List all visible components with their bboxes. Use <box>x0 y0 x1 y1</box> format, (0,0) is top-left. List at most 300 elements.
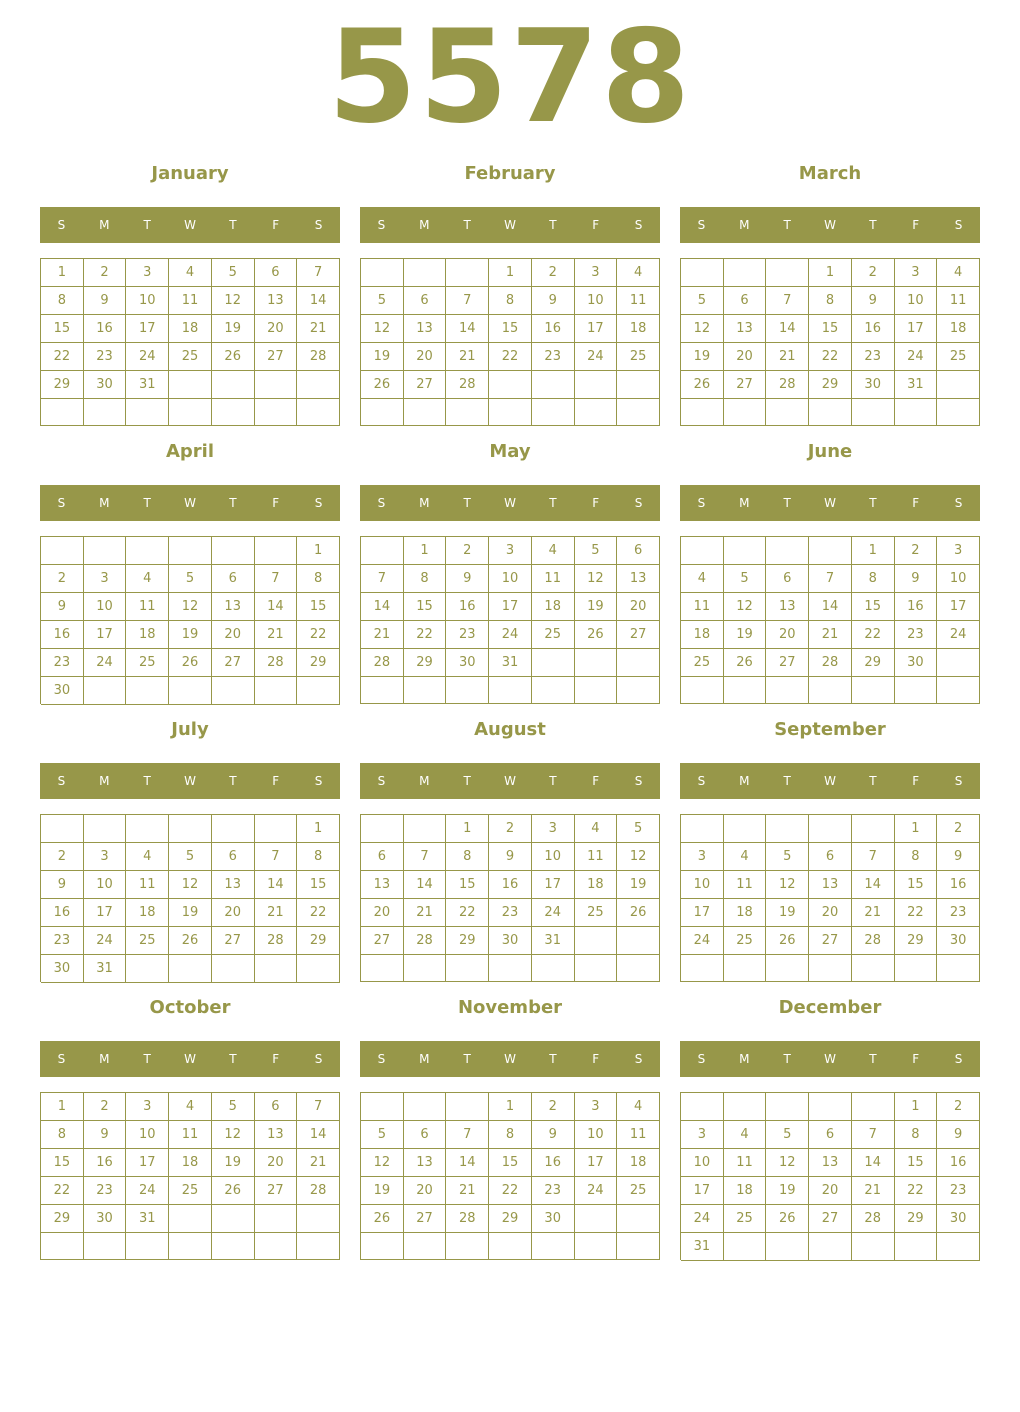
day-cell: 28 <box>255 649 298 677</box>
day-cell: 15 <box>297 871 340 899</box>
day-cell: 15 <box>446 871 489 899</box>
day-cell: 21 <box>766 343 809 371</box>
day-cell: 19 <box>361 343 404 371</box>
day-cell: 16 <box>446 593 489 621</box>
weekday-label: T <box>869 218 877 232</box>
empty-day-cell <box>489 1233 532 1260</box>
weekday-label: T <box>783 218 791 232</box>
day-cell: 4 <box>126 565 169 593</box>
empty-day-cell <box>895 1233 938 1261</box>
day-cell: 14 <box>255 871 298 899</box>
empty-day-cell <box>724 955 767 982</box>
weekday-label: T <box>783 496 791 510</box>
day-cell: 17 <box>532 871 575 899</box>
day-cell: 13 <box>212 593 255 621</box>
day-cell: 24 <box>575 1177 618 1205</box>
day-cell: 14 <box>852 1149 895 1177</box>
weekday-label: S <box>954 218 963 232</box>
day-cell: 26 <box>724 649 767 677</box>
empty-day-cell <box>617 955 660 982</box>
weekday-label: W <box>184 774 196 788</box>
empty-day-cell <box>212 815 255 843</box>
day-cell: 23 <box>446 621 489 649</box>
day-cell: 2 <box>532 1093 575 1121</box>
empty-day-cell <box>681 1093 724 1121</box>
day-cell: 15 <box>809 315 852 343</box>
day-cell: 1 <box>404 537 447 565</box>
empty-day-cell <box>489 399 532 426</box>
day-cell: 6 <box>212 843 255 871</box>
day-cell: 14 <box>852 871 895 899</box>
day-cell: 9 <box>489 843 532 871</box>
day-cell: 13 <box>724 315 767 343</box>
month-march <box>680 158 980 428</box>
day-cell: 27 <box>766 649 809 677</box>
empty-day-cell <box>84 399 127 426</box>
day-grid <box>680 1092 980 1260</box>
day-cell: 6 <box>404 287 447 315</box>
day-cell: 8 <box>852 565 895 593</box>
weekday-label: S <box>954 774 963 788</box>
day-cell: 18 <box>126 899 169 927</box>
day-cell: 5 <box>212 1093 255 1121</box>
empty-day-cell <box>937 371 980 399</box>
day-cell: 12 <box>361 1149 404 1177</box>
empty-day-cell <box>809 537 852 565</box>
weekday-label: F <box>272 218 280 232</box>
empty-day-cell <box>446 1233 489 1260</box>
weekday-header <box>40 1041 340 1077</box>
day-cell: 10 <box>681 1149 724 1177</box>
weekday-label: W <box>504 1052 516 1066</box>
empty-day-cell <box>809 399 852 426</box>
empty-day-cell <box>126 815 169 843</box>
weekday-label: S <box>377 774 386 788</box>
day-cell: 24 <box>84 927 127 955</box>
day-cell: 29 <box>446 927 489 955</box>
weekday-label: S <box>57 774 66 788</box>
day-cell: 6 <box>724 287 767 315</box>
empty-day-cell <box>617 677 660 704</box>
day-cell: 6 <box>361 843 404 871</box>
weekday-label: S <box>634 218 643 232</box>
day-cell: 5 <box>361 287 404 315</box>
empty-day-cell <box>809 1093 852 1121</box>
day-cell: 18 <box>937 315 980 343</box>
day-cell: 3 <box>126 1093 169 1121</box>
day-cell: 16 <box>84 315 127 343</box>
day-cell: 2 <box>41 565 84 593</box>
weekday-label: W <box>504 774 516 788</box>
weekday-label: F <box>592 218 600 232</box>
day-cell: 6 <box>617 537 660 565</box>
day-cell: 31 <box>681 1233 724 1261</box>
empty-day-cell <box>84 1233 127 1260</box>
day-cell: 6 <box>809 1121 852 1149</box>
empty-day-cell <box>766 1233 809 1261</box>
weekday-label: F <box>912 218 920 232</box>
empty-day-cell <box>255 1233 298 1260</box>
day-cell: 13 <box>766 593 809 621</box>
weekday-label: S <box>634 496 643 510</box>
day-cell: 26 <box>766 1205 809 1233</box>
day-cell: 4 <box>169 259 212 287</box>
empty-day-cell <box>84 677 127 705</box>
day-cell: 19 <box>766 899 809 927</box>
day-cell: 20 <box>404 1177 447 1205</box>
day-cell: 2 <box>84 259 127 287</box>
day-cell: 31 <box>895 371 938 399</box>
day-cell: 15 <box>489 1149 532 1177</box>
weekday-header <box>680 763 980 799</box>
weekday-label: T <box>549 1052 557 1066</box>
month-june <box>680 436 980 706</box>
weekday-label: T <box>869 774 877 788</box>
day-cell: 6 <box>255 1093 298 1121</box>
empty-day-cell <box>766 815 809 843</box>
empty-day-cell <box>446 259 489 287</box>
day-cell: 27 <box>212 927 255 955</box>
month-name: March <box>798 163 862 184</box>
day-cell: 30 <box>446 649 489 677</box>
weekday-label: W <box>824 1052 836 1066</box>
month-name: August <box>474 719 546 740</box>
day-cell: 4 <box>937 259 980 287</box>
weekday-header <box>360 485 660 521</box>
empty-day-cell <box>532 1233 575 1260</box>
day-cell: 5 <box>617 815 660 843</box>
empty-day-cell <box>169 1205 212 1233</box>
day-cell: 10 <box>681 871 724 899</box>
empty-day-cell <box>361 259 404 287</box>
empty-day-cell <box>489 677 532 704</box>
day-cell: 17 <box>126 1149 169 1177</box>
day-cell: 28 <box>446 1205 489 1233</box>
day-cell: 25 <box>724 927 767 955</box>
day-cell: 31 <box>84 955 127 983</box>
day-cell: 17 <box>937 593 980 621</box>
day-cell: 17 <box>681 1177 724 1205</box>
day-cell: 25 <box>575 899 618 927</box>
day-cell: 19 <box>169 621 212 649</box>
day-cell: 11 <box>617 287 660 315</box>
day-cell: 12 <box>212 1121 255 1149</box>
weekday-label: T <box>143 1052 151 1066</box>
empty-day-cell <box>766 537 809 565</box>
empty-day-cell <box>126 955 169 983</box>
day-cell: 13 <box>255 287 298 315</box>
day-cell: 18 <box>617 1149 660 1177</box>
day-cell: 2 <box>852 259 895 287</box>
day-cell: 4 <box>169 1093 212 1121</box>
day-cell: 3 <box>575 1093 618 1121</box>
day-cell: 4 <box>617 259 660 287</box>
day-cell: 14 <box>446 1149 489 1177</box>
weekday-label: T <box>549 496 557 510</box>
day-cell: 6 <box>212 565 255 593</box>
day-cell: 11 <box>126 871 169 899</box>
weekday-label: W <box>184 1052 196 1066</box>
empty-day-cell <box>41 1233 84 1260</box>
day-cell: 3 <box>532 815 575 843</box>
day-cell: 10 <box>895 287 938 315</box>
day-cell: 29 <box>41 1205 84 1233</box>
day-cell: 3 <box>895 259 938 287</box>
day-cell: 8 <box>895 1121 938 1149</box>
day-cell: 25 <box>169 343 212 371</box>
day-cell: 8 <box>489 287 532 315</box>
day-cell: 27 <box>404 371 447 399</box>
weekday-label: W <box>824 218 836 232</box>
empty-day-cell <box>212 677 255 705</box>
day-cell: 12 <box>361 315 404 343</box>
empty-day-cell <box>681 399 724 426</box>
empty-day-cell <box>255 537 298 565</box>
empty-day-cell <box>575 371 618 399</box>
empty-day-cell <box>361 537 404 565</box>
day-cell: 1 <box>297 537 340 565</box>
day-cell: 9 <box>937 1121 980 1149</box>
empty-day-cell <box>169 537 212 565</box>
day-cell: 11 <box>575 843 618 871</box>
day-cell: 12 <box>681 315 724 343</box>
day-cell: 18 <box>724 899 767 927</box>
empty-day-cell <box>84 815 127 843</box>
weekday-header <box>680 207 980 243</box>
day-cell: 14 <box>404 871 447 899</box>
empty-day-cell <box>404 1233 447 1260</box>
day-cell: 15 <box>489 315 532 343</box>
empty-day-cell <box>617 371 660 399</box>
day-cell: 20 <box>212 899 255 927</box>
day-cell: 2 <box>937 1093 980 1121</box>
empty-day-cell <box>297 1233 340 1260</box>
empty-day-cell <box>212 1233 255 1260</box>
day-cell: 27 <box>724 371 767 399</box>
day-cell: 9 <box>84 1121 127 1149</box>
weekday-label: T <box>783 774 791 788</box>
day-cell: 21 <box>809 621 852 649</box>
day-cell: 5 <box>212 259 255 287</box>
weekday-label: T <box>463 218 471 232</box>
day-cell: 8 <box>809 287 852 315</box>
day-cell: 13 <box>404 315 447 343</box>
day-cell: 30 <box>489 927 532 955</box>
weekday-label: F <box>912 496 920 510</box>
day-cell: 12 <box>724 593 767 621</box>
day-cell: 19 <box>212 1149 255 1177</box>
day-cell: 9 <box>446 565 489 593</box>
empty-day-cell <box>575 927 618 955</box>
empty-day-cell <box>297 371 340 399</box>
day-cell: 21 <box>852 1177 895 1205</box>
weekday-label: S <box>377 1052 386 1066</box>
day-cell: 21 <box>255 621 298 649</box>
weekday-label: W <box>824 774 836 788</box>
day-cell: 12 <box>766 1149 809 1177</box>
weekday-label: T <box>463 496 471 510</box>
day-cell: 14 <box>297 1121 340 1149</box>
day-cell: 5 <box>766 1121 809 1149</box>
weekday-label: T <box>463 1052 471 1066</box>
day-cell: 6 <box>766 565 809 593</box>
day-cell: 16 <box>84 1149 127 1177</box>
month-name: July <box>171 719 209 740</box>
empty-day-cell <box>169 399 212 426</box>
day-cell: 19 <box>169 899 212 927</box>
month-november <box>360 992 660 1262</box>
empty-day-cell <box>361 1233 404 1260</box>
empty-day-cell <box>852 399 895 426</box>
empty-day-cell <box>361 955 404 982</box>
empty-day-cell <box>532 677 575 704</box>
day-cell: 30 <box>532 1205 575 1233</box>
empty-day-cell <box>681 815 724 843</box>
day-cell: 16 <box>852 315 895 343</box>
day-cell: 22 <box>489 1177 532 1205</box>
day-cell: 31 <box>489 649 532 677</box>
weekday-label: T <box>463 774 471 788</box>
day-cell: 1 <box>489 259 532 287</box>
weekday-label: W <box>504 496 516 510</box>
day-cell: 22 <box>41 1177 84 1205</box>
day-cell: 29 <box>297 649 340 677</box>
weekday-label: T <box>143 218 151 232</box>
day-cell: 29 <box>404 649 447 677</box>
weekday-label: F <box>272 774 280 788</box>
day-cell: 12 <box>169 871 212 899</box>
day-cell: 25 <box>169 1177 212 1205</box>
weekday-label: M <box>99 774 110 788</box>
empty-day-cell <box>937 1233 980 1261</box>
day-cell: 25 <box>126 927 169 955</box>
day-cell: 17 <box>575 1149 618 1177</box>
empty-day-cell <box>404 955 447 982</box>
empty-day-cell <box>852 1233 895 1261</box>
day-cell: 30 <box>937 1205 980 1233</box>
day-cell: 26 <box>617 899 660 927</box>
day-cell: 29 <box>809 371 852 399</box>
day-cell: 30 <box>937 927 980 955</box>
day-cell: 25 <box>617 1177 660 1205</box>
weekday-label: T <box>869 1052 877 1066</box>
day-cell: 7 <box>361 565 404 593</box>
weekday-label: F <box>272 496 280 510</box>
empty-day-cell <box>532 399 575 426</box>
month-december <box>680 992 980 1262</box>
day-cell: 2 <box>446 537 489 565</box>
day-cell: 9 <box>895 565 938 593</box>
day-cell: 13 <box>361 871 404 899</box>
day-grid <box>360 258 660 426</box>
weekday-label: M <box>99 496 110 510</box>
day-cell: 28 <box>297 343 340 371</box>
day-cell: 1 <box>297 815 340 843</box>
day-cell: 5 <box>361 1121 404 1149</box>
weekday-label: W <box>504 218 516 232</box>
empty-day-cell <box>489 955 532 982</box>
month-july <box>40 714 340 984</box>
month-name: May <box>489 441 531 462</box>
weekday-label: S <box>314 774 323 788</box>
empty-day-cell <box>724 815 767 843</box>
empty-day-cell <box>489 371 532 399</box>
day-cell: 7 <box>446 287 489 315</box>
empty-day-cell <box>126 677 169 705</box>
month-february <box>360 158 660 428</box>
day-cell: 15 <box>895 871 938 899</box>
day-cell: 15 <box>41 315 84 343</box>
empty-day-cell <box>766 399 809 426</box>
day-cell: 8 <box>297 565 340 593</box>
day-cell: 30 <box>852 371 895 399</box>
day-cell: 3 <box>84 843 127 871</box>
day-cell: 20 <box>766 621 809 649</box>
day-cell: 18 <box>532 593 575 621</box>
weekday-label: S <box>377 218 386 232</box>
day-cell: 21 <box>404 899 447 927</box>
weekday-header <box>680 485 980 521</box>
empty-day-cell <box>809 955 852 982</box>
day-cell: 28 <box>852 927 895 955</box>
day-cell: 27 <box>255 1177 298 1205</box>
weekday-label: T <box>869 496 877 510</box>
day-cell: 29 <box>41 371 84 399</box>
empty-day-cell <box>724 399 767 426</box>
day-cell: 11 <box>169 1121 212 1149</box>
month-september <box>680 714 980 984</box>
day-cell: 23 <box>532 1177 575 1205</box>
day-cell: 27 <box>404 1205 447 1233</box>
empty-day-cell <box>297 677 340 705</box>
day-cell: 16 <box>532 1149 575 1177</box>
month-april <box>40 436 340 706</box>
day-cell: 4 <box>126 843 169 871</box>
empty-day-cell <box>446 955 489 982</box>
day-cell: 24 <box>126 1177 169 1205</box>
day-cell: 30 <box>84 1205 127 1233</box>
day-cell: 16 <box>41 899 84 927</box>
empty-day-cell <box>446 399 489 426</box>
day-cell: 25 <box>617 343 660 371</box>
day-cell: 4 <box>575 815 618 843</box>
empty-day-cell <box>937 955 980 982</box>
day-cell: 16 <box>489 871 532 899</box>
empty-day-cell <box>724 1233 767 1261</box>
empty-day-cell <box>404 1093 447 1121</box>
weekday-label: S <box>57 218 66 232</box>
day-cell: 18 <box>169 1149 212 1177</box>
month-may <box>360 436 660 706</box>
empty-day-cell <box>169 677 212 705</box>
weekday-label: M <box>99 1052 110 1066</box>
day-cell: 28 <box>809 649 852 677</box>
empty-day-cell <box>766 677 809 704</box>
day-cell: 24 <box>575 343 618 371</box>
day-grid <box>40 258 340 426</box>
empty-day-cell <box>852 1093 895 1121</box>
empty-day-cell <box>212 399 255 426</box>
day-cell: 27 <box>809 927 852 955</box>
empty-day-cell <box>404 677 447 704</box>
day-cell: 18 <box>617 315 660 343</box>
day-cell: 13 <box>404 1149 447 1177</box>
day-cell: 1 <box>41 259 84 287</box>
day-cell: 17 <box>489 593 532 621</box>
weekday-label: S <box>954 1052 963 1066</box>
empty-day-cell <box>126 399 169 426</box>
weekday-label: S <box>634 774 643 788</box>
